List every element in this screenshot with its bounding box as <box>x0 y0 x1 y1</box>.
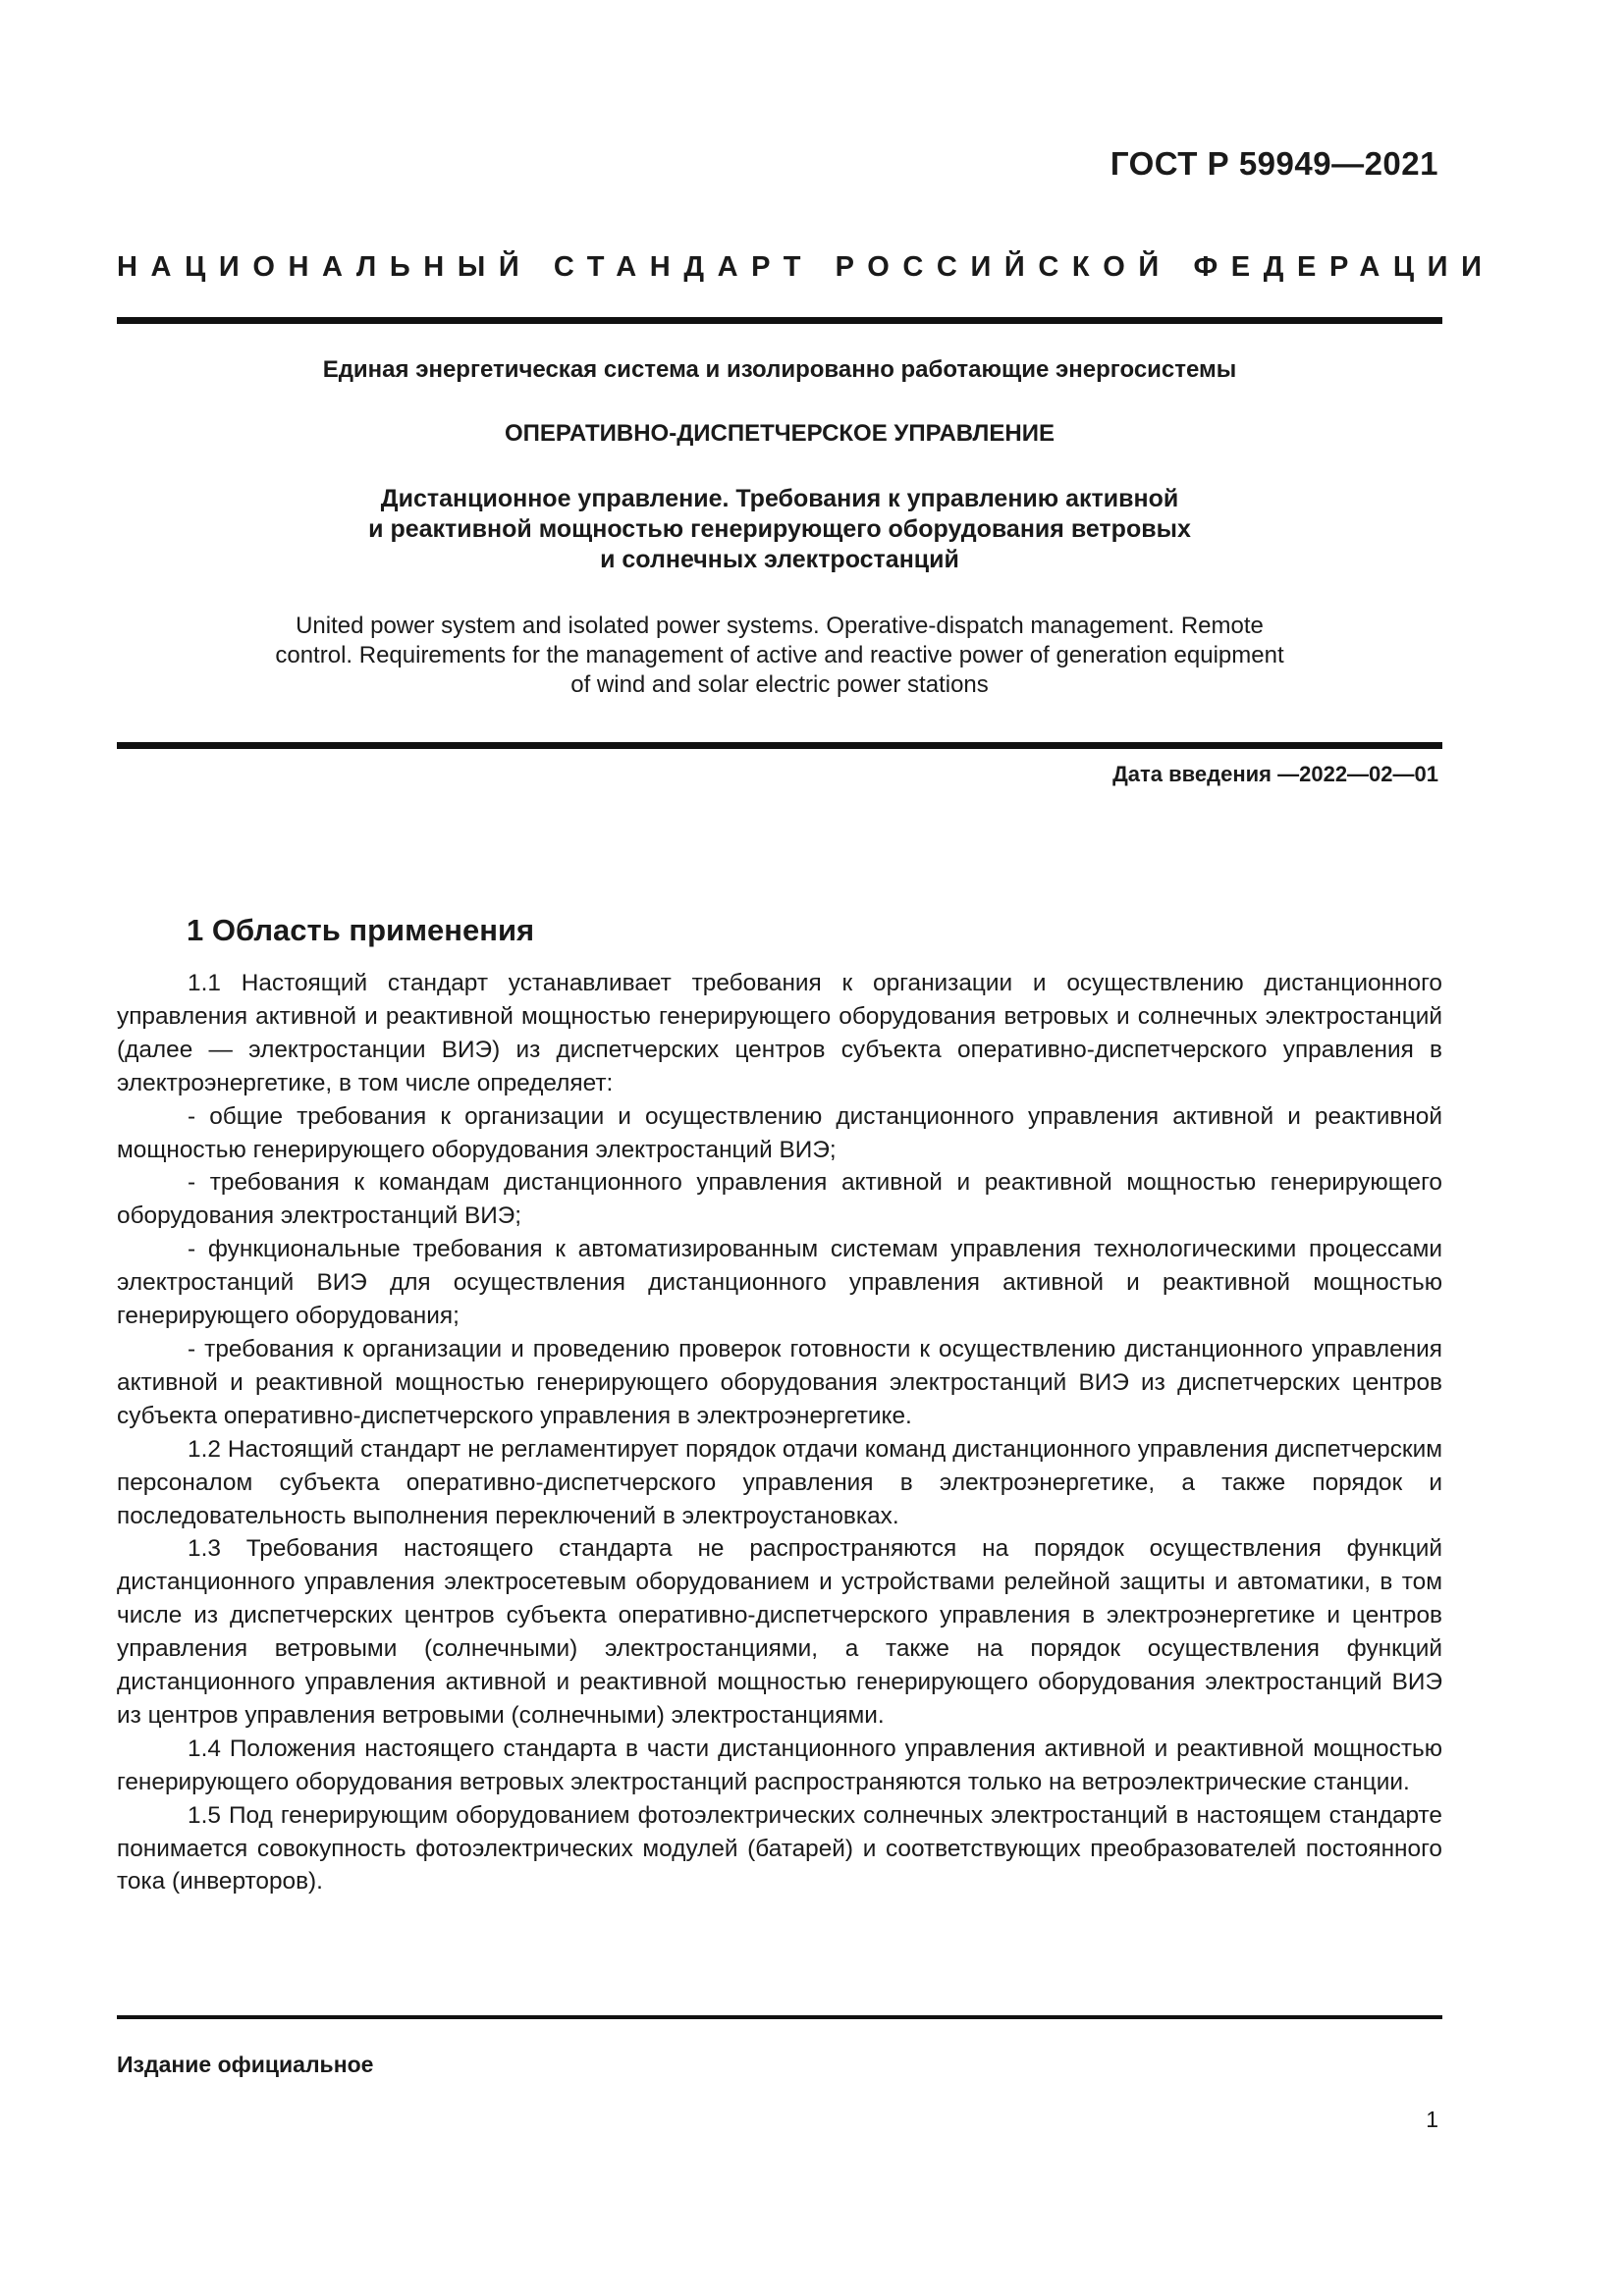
main-title-line-3: и солнечных электростанций <box>600 546 959 573</box>
section-body <box>117 967 1442 1898</box>
gost-number: ГОСТ Р 59949—2021 <box>1110 145 1438 182</box>
main-title-line-2: и реактивной мощностью генерирующего оборудования ветровых <box>368 515 1191 543</box>
paragraph-1-4: 1.4 Положения настоящего стандарта в части дистанционного управления активной и реактивной мощностью генерирующего оборудования ветровых электростанций распространяются только на ветроэлектрические станции. <box>117 1735 1442 1795</box>
paragraph-1-2: 1.2 Настоящий стандарт не регламентирует порядок отдачи команд дистанционного управления диспетчерским персоналом субъекта оперативно-диспетчерского управления в электроэнергетике, а также порядок и последовательность выполнения переключений в электроустановках. <box>117 1435 1442 1529</box>
management-title: ОПЕРАТИВНО-ДИСПЕТЧЕРСКОЕ УПРАВЛЕНИЕ <box>505 420 1055 447</box>
system-title: Единая энергетическая система и изолированно работающие энергосистемы <box>322 356 1237 383</box>
title-divider <box>117 742 1442 749</box>
page-number: 1 <box>1426 2107 1438 2132</box>
main-title <box>117 484 1442 575</box>
list-item: - требования к организации и проведению проверок готовности к осуществлению дистанционного управления активной и реактивной мощностью генерирующего оборудования электростанций ВИЭ из диспетчерских центров субъекта оперативно-диспетчерского управления в электроэнергетике. <box>117 1335 1442 1429</box>
list-item: - общие требования к организации и осуществлению дистанционного управления активной и реактивной мощностью генерирующего оборудования электростанций ВИЭ; <box>117 1102 1442 1163</box>
paragraph-1-3: 1.3 Требования настоящего стандарта не распространяются на порядок осуществления функций дистанционного управления электросетевым оборудованием и устройствами релейной защиты и автоматики, в том числе из диспетчерских центров субъекта оперативно-диспетчерского управления в электроэнергетике и центров управления ветровыми (солнечными) электростанциями, а также на порядок осуществления функций дистанционного управления активной и реактивной мощностью генерирующего оборудования электростанций ВИЭ из центров управления ветровыми (солнечными) электростанциями. <box>117 1535 1442 1729</box>
footer-divider <box>117 2015 1442 2019</box>
english-title-line-1: United power system and isolated power systems. Operative-dispatch management. Remote <box>296 613 1264 639</box>
main-title-line-1: Дистанционное управление. Требования к управлению активной <box>380 485 1179 512</box>
list-item: - требования к командам дистанционного управления активной и реактивной мощностью генерирующего оборудования электростанций ВИЭ; <box>117 1169 1442 1230</box>
introduction-date: Дата введения —2022—02—01 <box>1112 762 1438 786</box>
paragraph-1-5: 1.5 Под генерирующим оборудованием фотоэлектрических солнечных электростанций в настоящем стандарте понимается совокупность фотоэлектрических модулей (батарей) и соответствующих преобразователей постоянного тока (инверторов). <box>117 1801 1442 1896</box>
english-title-line-3: of wind and solar electric power stations <box>570 671 989 698</box>
paragraph-1-1: 1.1 Настоящий стандарт устанавливает требования к организации и осуществлению дистанционного управления активной и реактивной мощностью генерирующего оборудования ветровых и солнечных электростанций (далее — электростанции ВИЭ) из диспетчерских центров субъекта оперативно-диспетчерского управления в электроэнергетике, в том числе определяет: <box>117 970 1442 1096</box>
english-title-line-2: control. Requirements for the management of active and reactive power of generation equipment <box>275 642 1284 668</box>
official-edition-label: Издание официальное <box>117 2052 374 2077</box>
list-item: - функциональные требования к автоматизированным системам управления технологическими процессами электростанций ВИЭ для осуществления дистанционного управления активной и реактивной мощностью генерирующего оборудования; <box>117 1236 1442 1330</box>
english-title <box>215 612 1344 700</box>
section-heading: 1 Область применения <box>187 913 535 947</box>
top-divider <box>117 317 1442 324</box>
national-standard-line: НАЦИОНАЛЬНЫЙ СТАНДАРТ РОССИЙСКОЙ ФЕДЕРАЦИИ <box>117 251 1495 283</box>
